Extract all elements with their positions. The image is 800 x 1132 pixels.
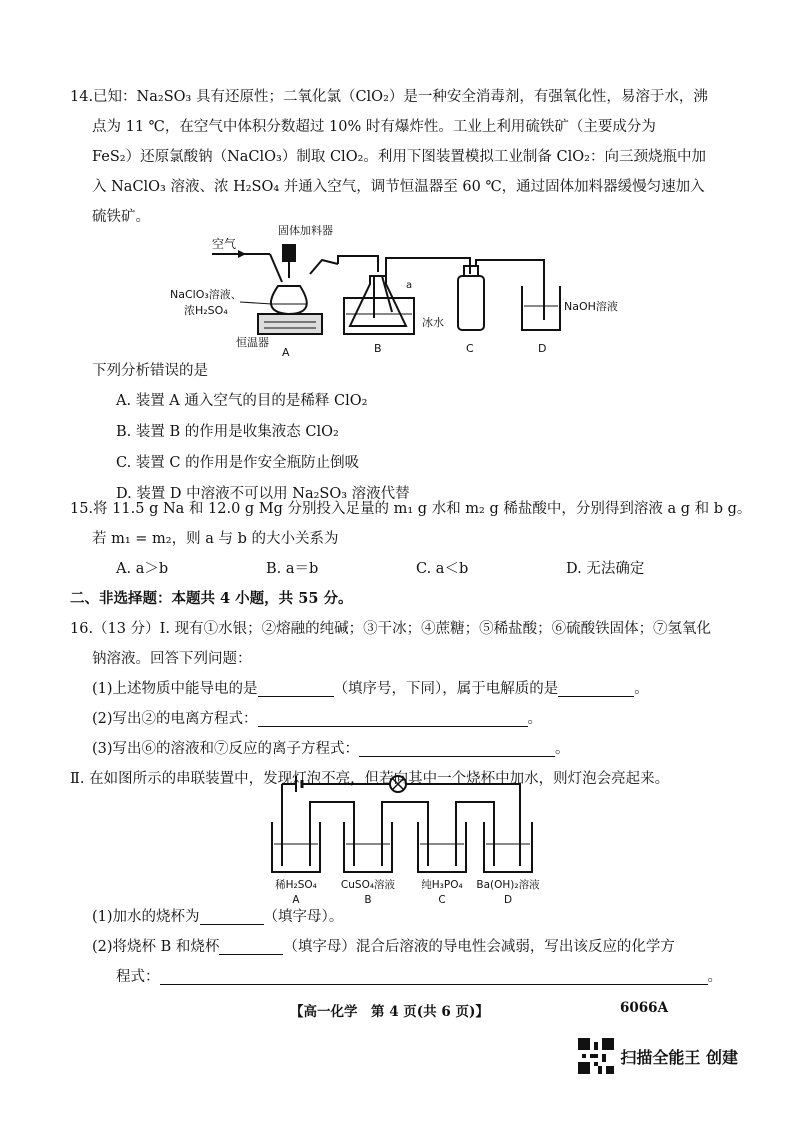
q16-s2-text-b: （填字母）混合后溶液的导电性会减弱，写出该反应的化学方 <box>283 939 675 955</box>
qr-code-icon <box>578 1038 614 1074</box>
ice-water-label: 冰水 <box>422 316 444 329</box>
naoh-label: NaOH溶液 <box>564 300 618 313</box>
beaker-a-letter: A <box>292 894 300 906</box>
q16-p1-text-a: (1)上述物质中能导电的是 <box>92 681 258 697</box>
question-14 <box>70 82 730 232</box>
q14-line-5: 硫铁矿。 <box>92 209 150 225</box>
scanner-text: 扫描全能王 创建 <box>620 1047 738 1067</box>
thermostat <box>258 314 322 334</box>
q15-option-c: C. a＜b <box>416 561 469 577</box>
beaker-a-name: 稀H₂SO₄ <box>275 879 317 891</box>
q16-sub2 <box>70 932 730 962</box>
thermostat-label: 恒温器 <box>236 336 269 349</box>
q16-p1-blank-1[interactable] <box>258 678 334 697</box>
q16-part-ii: Ⅱ. 在如图所示的串联装置中，发现灯泡不亮，但若向其中一个烧杯中加水，则灯泡会亮起来。 <box>70 771 670 787</box>
q16-s1-text-b: （填字母）。 <box>263 909 344 925</box>
beaker-b-letter: B <box>364 894 372 906</box>
q16-s2-text-a: (2)将烧杯 B 和烧杯 <box>92 939 220 955</box>
q16-s2-blank-1[interactable] <box>219 936 283 955</box>
three-neck-flask <box>270 254 338 314</box>
q14-choices <box>70 356 730 510</box>
beaker-d-name: Ba(OH)₂溶液 <box>476 879 540 891</box>
air-label: 空气 <box>212 237 237 251</box>
question-16 <box>70 614 730 794</box>
beaker-c-name: 纯H₃PO₄ <box>421 879 463 891</box>
solid-feeder <box>282 244 296 262</box>
beaker-b-name: CuSO₄溶液 <box>340 879 396 891</box>
apparatus-figure <box>160 222 630 360</box>
q16-s2-blank-2[interactable] <box>160 966 708 985</box>
label-apparatus-a: A <box>282 346 290 359</box>
apparatus-b <box>344 276 414 334</box>
q15-line-1: 15.将 11.5 g Na 和 12.0 g Mg 分别投入足量的 m₁ g 水和 m₂ g 稀盐酸中，分别得到溶液 a g 和 b g。 <box>70 501 752 517</box>
q16-p3-blank[interactable] <box>359 738 555 757</box>
mix-label-1: NaClO₃溶液、 <box>170 288 242 301</box>
section-2-header: 二、非选择题：本题共 4 小题，共 55 分。 <box>70 590 353 607</box>
q16-p1-dot: 。 <box>634 681 649 697</box>
beaker-d <box>484 822 532 872</box>
apparatus-c-bottle <box>458 266 484 330</box>
q15-option-d: D. 无法确定 <box>566 561 645 577</box>
footer-page-info: 【高一化学 第 4 页(共 6 页)】 <box>290 1004 489 1020</box>
q14-line-1: 14.已知：Na₂SO₃ 具有还原性；二氧化氯（ClO₂）是一种安全消毒剂，有强氧化性，易溶于水，沸 <box>70 89 708 105</box>
tube-a-label: a <box>406 280 413 291</box>
q14-line-2: 点为 11 ℃，在空气中体积分数超过 10% 时有爆炸性。工业上利用硫铁矿（主要成分为 <box>92 119 656 135</box>
q14-option-d: D. 装置 D 中溶液不可以用 Na₂SO₃ 溶液代替 <box>116 486 410 502</box>
circuit-figure <box>262 772 562 908</box>
q15-option-a: A. a＞b <box>116 561 169 577</box>
q16-s2-text-c: 程式： <box>116 969 160 985</box>
q16-p1-blank-2[interactable] <box>558 678 634 697</box>
q16-p1-text-b: （填序号，下同），属于电解质的是 <box>333 681 559 697</box>
q15-line-2: 若 m₁ = m₂，则 a 与 b 的大小关系为 <box>92 531 339 547</box>
q14-line-4: 入 NaClO₃ 溶液、浓 H₂SO₄ 并通入空气，调节恒温器至 60 ℃，通过固体加料器缓慢匀速加入 <box>92 179 705 195</box>
q16-intro-1: 16.（13 分）Ⅰ. 现有①水银；②熔融的纯碱；③干冰；④蔗糖；⑤稀盐酸；⑥硫酸铁固体；⑦氢氧化 <box>70 621 712 637</box>
q16-sub2-cont <box>70 962 730 992</box>
question-15 <box>70 494 752 584</box>
q16-s1-blank[interactable] <box>200 906 264 925</box>
q15-option-b: B. a＝b <box>266 561 319 577</box>
q16-part-ii-questions <box>70 902 730 992</box>
beaker-c-letter: C <box>438 894 446 906</box>
q16-p2-text: (2)写出②的电离方程式： <box>92 711 258 727</box>
q16-s2-dot: 。 <box>707 969 722 985</box>
q16-part2 <box>70 704 730 734</box>
q16-part1 <box>70 674 730 704</box>
q16-p2-blank[interactable] <box>258 708 528 727</box>
q14-line-3: FeS₂）还原氯酸钠（NaClO₃）制取 ClO₂。利用下图装置模拟工业制备 ClO₂：向三颈烧瓶中加 <box>92 149 706 165</box>
q16-p3-text: (3)写出⑥的溶液和⑦反应的离子方程式： <box>92 741 360 757</box>
q16-s1-text-a: (1)加水的烧杯为 <box>92 909 200 925</box>
q14-prompt: 下列分析错误的是 <box>92 363 208 379</box>
scanner-watermark <box>578 1038 738 1074</box>
feeder-label: 固体加料器 <box>278 224 333 237</box>
q16-p2-dot: 。 <box>527 711 543 727</box>
beaker-a <box>272 822 320 872</box>
label-apparatus-d: D <box>538 342 547 355</box>
apparatus-d-beaker <box>522 286 560 330</box>
beaker-b <box>344 822 392 872</box>
q14-option-a: A. 装置 A 通入空气的目的是稀释 ClO₂ <box>116 393 368 409</box>
footer-code: 6066A <box>620 1000 669 1016</box>
q16-intro-2: 钠溶液。回答下列问题： <box>92 651 252 667</box>
label-apparatus-b: B <box>374 342 382 355</box>
label-apparatus-c: C <box>466 342 474 355</box>
mix-label-2: 浓H₂SO₄ <box>184 304 228 317</box>
q14-option-c: C. 装置 C 的作用是作安全瓶防止倒吸 <box>116 455 360 471</box>
q16-p3-dot: 。 <box>555 741 570 757</box>
beaker-d-letter: D <box>503 894 513 906</box>
q14-option-b: B. 装置 B 的作用是收集液态 ClO₂ <box>116 424 339 440</box>
q16-sub1 <box>70 902 730 932</box>
beaker-c <box>418 822 466 872</box>
q16-part3 <box>70 734 730 764</box>
